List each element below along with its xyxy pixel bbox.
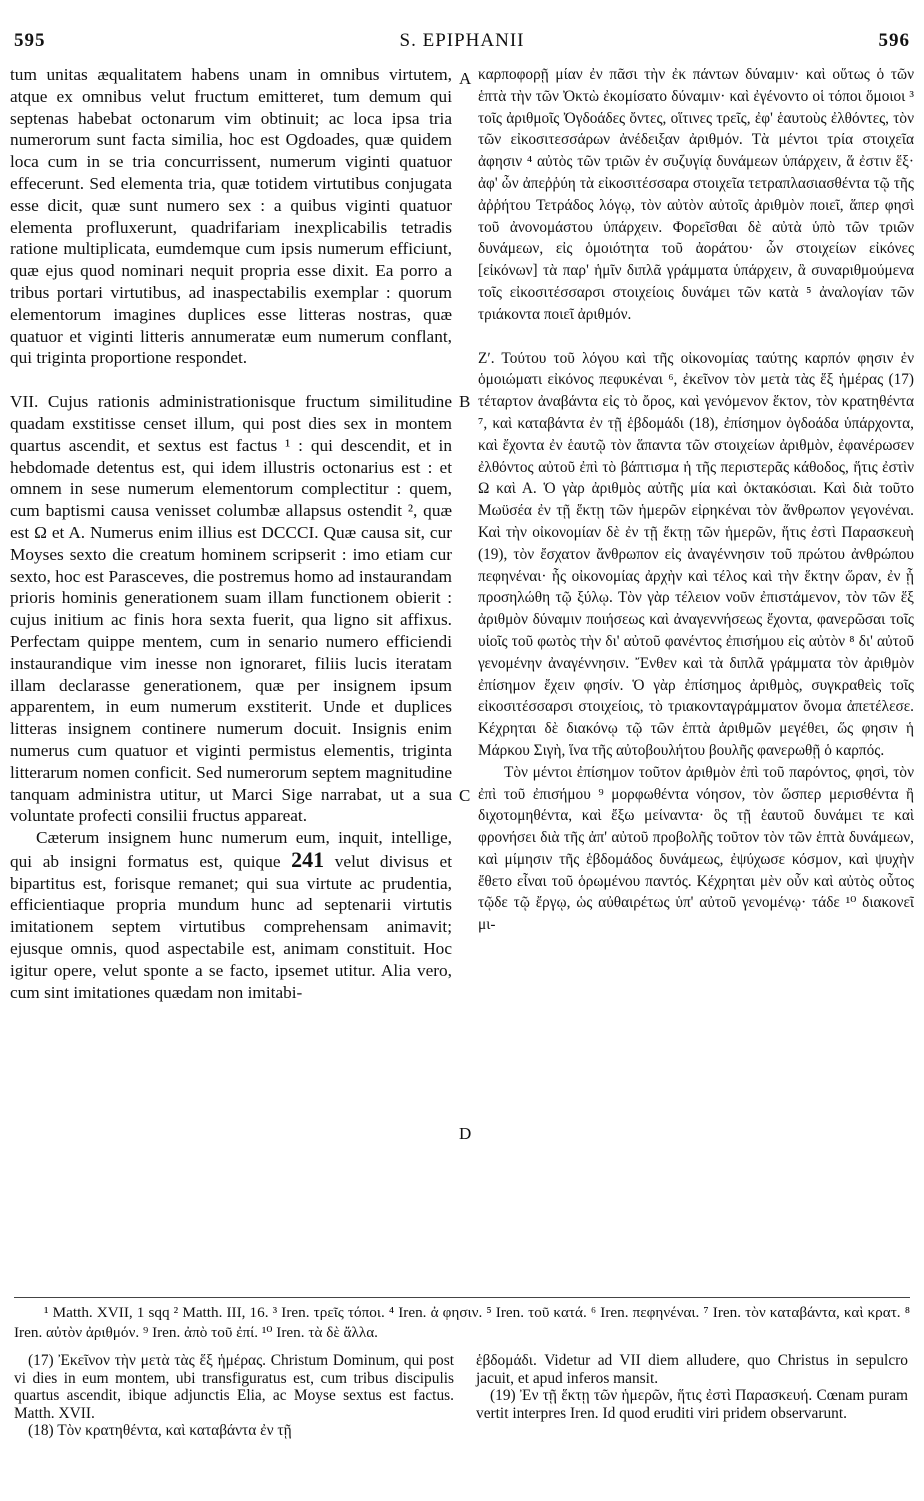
footnote-rule xyxy=(14,1297,910,1298)
greek-column xyxy=(478,64,914,1292)
greek-paragraph-1: καρποφορῇ μίαν ἐν πᾶσι τὴν ἐκ πάντων δύναμιν· καὶ οὕτως ὁ τῶν ἑπτὰ τὴν τῶν Ὀκτὼ ἐκομίσατο δύναμιν· καὶ ἐγένοντο οἱ τόποι ὅμοιοι ³ τοῖς ἀριθμοῖς Ὀγδοάδες ὄντες, οἵτινες τρεῖς, ἐφ' ἑαυτοὺς ἐλθόντες, τὸν τῶν εἰκοσιτεσσάρων ἀνέδειξαν ἀριθμόν. Τὰ μέντοι τρία στοιχεῖα ἀφησιν ⁴ αὐτὸς τῶν τριῶν ἐν συζυγίᾳ δυνάμεων ὑπάρχειν, ἅ ἐστιν ἕξ· ἀφ' ὧν ἀπεῤῥύη τὰ εἰκοσιτέσσαρα στοιχεῖα τετραπλασιασθέντα τῷ τῆς ἀῤῥήτου Τετράδος λόγῳ, τὸν αὐτὸν αὐτοῖς ἀριθμὸν ποιεῖ, ἅπερ φησὶ τοῦ ἀνονομάστου ὑπάρχειν. Φορεῖσθαι δὲ αὐτὰ ὑπὸ τῶν τριῶν δυνάμεων, εἰς ὁμοιότητα τοῦ ἀοράτου· ὧν στοιχείων εἰκόνες [εἰκόνων] τὰ παρ' ἡμῖν διπλᾶ γράμματα ὑπάρχειν, ἃ συναριθμούμενα τοῖς εἰκοσιτέσσαρσι στοιχείοις δυνάμει τῶν κατὰ ⁵ ἀναλογίαν τῶν τριάκοντα ποιεῖ ἀριθμόν. xyxy=(478,66,914,323)
page-number-right: 596 xyxy=(878,30,910,51)
greek-paragraph-2: Ζʹ. Τούτου τοῦ λόγου καὶ τῆς οἰκονομίας ταύτης καρπόν φησιν ἐν ὁμοιώματι εἰκόνος πεφυκέναι ⁶, ἐκεῖνον τὸν μετὰ τὰς ἕξ ἡμέρας (17) τέταρτον ἀναβάντα εἰς τὸ ὄρος, καὶ γενόμενον ἕκτον, τὸν κρατηθέντα ⁷, καὶ καταβάντα ἐν τῇ ἑβδομάδι (18), ἐπίσημον ὀγδοάδα ὑπάρχοντα, καὶ ἔχοντα ἐν ἑαυτῷ τὸν ἅπαντα τῶν στοιχείων ἀριθμὸν, ἐφανέρωσεν ἐλθόντος αὐτοῦ ἐπὶ τὸ βάπτισμα ἡ τῆς περιστερᾶς κάθοδος, ἥτις ἐστὶν Ω καὶ Α. Ὁ γὰρ ἀριθμὸς αὐτῆς μία καὶ ὀκτακόσιαι. Καὶ διὰ τοῦτο Μωϋσέα ἐν τῇ ἕκτῃ τῶν ἡμερῶν εἰρηκέναι τὸν ἄνθρωπον γεγονέναι. Καὶ τὴν οἰκονομίαν δὲ ἐν τῇ ἕκτῃ τῶν ἡμερῶν, ἥτις ἐστὶ Παρασκευὴ (19), τὸν ἔσχατον ἄνθρωπον εἰς ἀναγέννησιν τοῦ πρώτου ἀνθρώπου πεφηνέναι· ἧς οἰκονομίας ἀρχὴν καὶ τέλος καὶ τὴν ἕκτην ὥραν, ἐν ᾗ προσηλώθη τῷ ξύλῳ. Τὸν γὰρ τέλειον νοῦν ἐπιστάμενον, τὸν τῶν ἕξ ἀριθμὸν δύναμιν ποιήσεως καὶ ἀναγεννήσεως ἔχοντα, φανερῶσαι τοῖς υἱοῖς τοῦ φωτὸς τὴν δι' αὐτοῦ φανέντος ἐπισήμου εἰς αὐτὸν ⁸ δι' αὐτοῦ γενομένην ἀναγέννησιν. Ἔνθεν καὶ τὰ διπλᾶ γράμματα τὸν ἀριθμὸν ἐπίσημον ἔχειν φησίν. Ὁ γὰρ ἐπίσημος ἀριθμὸς, συγκραθεὶς τοῖς εἰκοσιτέσσαρσι στοιχείοις, τὸ τριακονταγράμματον ὄνομα ἀπετέλεσε. Κέχρηται δὲ διακόνῳ τῷ τῶν ἑπτὰ ἀριθμῶν μεγέθει, ὥς φησιν ἡ Μάρκου Σιγὴ, ἵνα τῆς αὐτοβουλήτου βουλῆς φανερωθῇ ὁ καρπός. xyxy=(478,349,914,759)
note-17: (17) Ἐκεῖνον τὴν μετὰ τὰς ἕξ ἡμέρας. Christum Dominum, qui post vi dies in eum montem, ubi transfiguratus est, cum tribus discipulis quartus ascendit, ibique adjunctis Elia, ac Moyse sextus est factus. Matth. XVII. xyxy=(14,1352,454,1422)
latin-paragraph-2: VII. Cujus rationis administrationisque fructum similitudine quadam exstitisse censet illum, qui post dies sex in montem quartus ascendit, et sextus est factus ¹ : qui descendit, et in hebdomade detentus est, qui idem illustris octonarius est : et omnem in sese numerum elementorum complectitur : quem, cum baptismi causa venisset columbæ allapsus ostendit ², quæ est Ω et A. Numerus enim illius est DCCCI. Quæ causa sit, cur Moyses sexto die creatum hominem scripserit : imo etiam cur sexto, hoc est Parasceves, die postremus homo ad instaurandam prioris hominis generationem suam illam functionem obierit : cujus initium ac finis hora sexta fuerit, qua ligno sit affixus. Perfectam quippe mentem, cum in senario numero efficiendi instaurandique vim inesse non ignoraret, filiis lucis iteratam illam declarasse generationem, quæ per insignem ipsum apparentem, in eum numerum exstiterit. Unde et duplices litteras insignem continere numerum docuit. Insignis enim numerus cum quatuor et viginti permistus elementis, triginta litterarum nomen conficit. Sed numerorum septem magnitudine tanquam administra utitur, ut Marci Sige narrabat, ut a sua voluntate profecti consilii fructus appareat. xyxy=(10,392,452,826)
latin-paragraph-3 xyxy=(10,827,452,1003)
greek-paragraph-3: Τὸν μέντοι ἐπίσημον τοῦτον ἀριθμὸν ἐπὶ τοῦ παρόντος, φησὶ, τὸν ἐπὶ τοῦ ἐπισήμου ⁹ μορφωθέντα νόησον, τὸν ὥσπερ μερισθέντα ἢ διχοτομηθέντα, καὶ ἔξω μείναντα· ὃς τῇ ἑαυτοῦ δυνάμει τε καὶ φρονήσει διὰ τῆς ἀπ' αὐτοῦ προβολῆς τοῦτον τὸν τῶν ἑπτὰ δυνάμεων, καὶ μίμησιν τῆς ἑβδομάδος δυνάμεως, ἐψύχωσε κόσμον, καὶ ψυχὴν ἔθετο εἶναι τοῦ ὁρωμένου παντός. Κέχρηται μὲν οὖν καὶ αὐτὸς οὗτος τῷδε τῷ ἔργῳ, ὡς αὐθαιρέτως ὑπ' αὐτοῦ γενομένῳ· τάδε ¹⁰ διακονεῖ μι- xyxy=(478,763,914,934)
latin-paragraph-1: tum unitas æqualitatem habens unam in omnibus virtutem, atque ex omnibus velut fructum emitteret, tum demum qui septenas habebat octonarum vim obtinuit; ac loca ipsa tria numerorum sunt facta similia, hoc est Ogdoades, quæ quidem loca cum in se tria concurrissent, numerum viginti quatuor effecerunt. Sed elementa tria, quæ totidem virtutibus conjugata esse dicit, quæ sunt numero sex : a quibus viginti quatuor elementa profluxerunt, quadrifariam inexplicabilis tetradis ratione multiplicata, eumdemque cum ipsis numerum efficiunt, quæ ejus quod nominari nequit propria esse dixit. Ea porro a tribus portari virtutibus, ad inaspectabilis exemplar : quorum elementorum imagines duplices esse litteras nostras, quæ quatuor et viginti litteris annumeratæ eum numerum conflant, qui triginta proportione respondet. xyxy=(10,65,452,368)
margin-letter-a: A xyxy=(459,69,472,88)
latin-paragraph-3b: velut divisus et bipartitus est, forisque remanet; qui sua virtute ac prudentia, efficientiaque propria mundum hunc ad septenarii virtutis imitationem septem virtutibus comprehensam animavit; ejusque omnis, quod aspectabile est, animam constituit. Hoc igitur opere, velut sponte a se facto, ipsemet utitur. Alia vero, cum sint imitationes quædam non imitabi- xyxy=(10,851,452,1002)
note-18: (18) Τὸν κρατηθέντα, καὶ καταβάντα ἐν τῇ xyxy=(28,1422,292,1440)
note-18-continued: ἑβδομάδι. Videtur ad VII diem alludere, quo Christus in sepulcro jacuit, et apud inferos mansit. xyxy=(476,1352,908,1387)
footnote-text: ¹ Matth. XVII, 1 sqq ² Matth. III, 16. ³ Iren. τρεῖς τόποι. ⁴ Iren. ἀ φησιν. ⁵ Iren. τοῦ κατά. ⁶ Iren. πεφηνέναι. ⁷ Iren. τὸν καταβάντα, καὶ κρατ. ⁸ Iren. αὐτὸν ἀριθμόν. ⁹ Iren. ἀπὸ τοῦ ἐπί. ¹⁰ Iren. τὰ δὲ ἄλλα. xyxy=(14,1304,910,1341)
notes-left-column xyxy=(14,1352,454,1440)
margin-letter-d: D xyxy=(459,1124,472,1143)
latin-column xyxy=(10,64,452,1292)
margin-letter-b: B xyxy=(459,392,471,411)
page-number-left: 595 xyxy=(14,30,46,51)
margin-letter-c: C xyxy=(459,786,471,805)
latin-paragraph-3a: Cæterum insignem hunc numerum eum, inquit, intellige, qui ab insigni formatus est, quique xyxy=(10,828,452,871)
page-header xyxy=(14,30,910,60)
footnote-references xyxy=(14,1303,910,1342)
notes-right-column xyxy=(476,1352,908,1422)
column-number: 241 xyxy=(291,846,325,872)
note-19: (19) Ἐν τῇ ἕκτῃ τῶν ἡμερῶν, ἥτις ἐστὶ Παρασκευή. Cœnam puram vertit interpres Iren. Id quod eruditi viri pridem observarunt. xyxy=(476,1387,908,1422)
running-title: S. EPIPHANII xyxy=(399,30,525,51)
